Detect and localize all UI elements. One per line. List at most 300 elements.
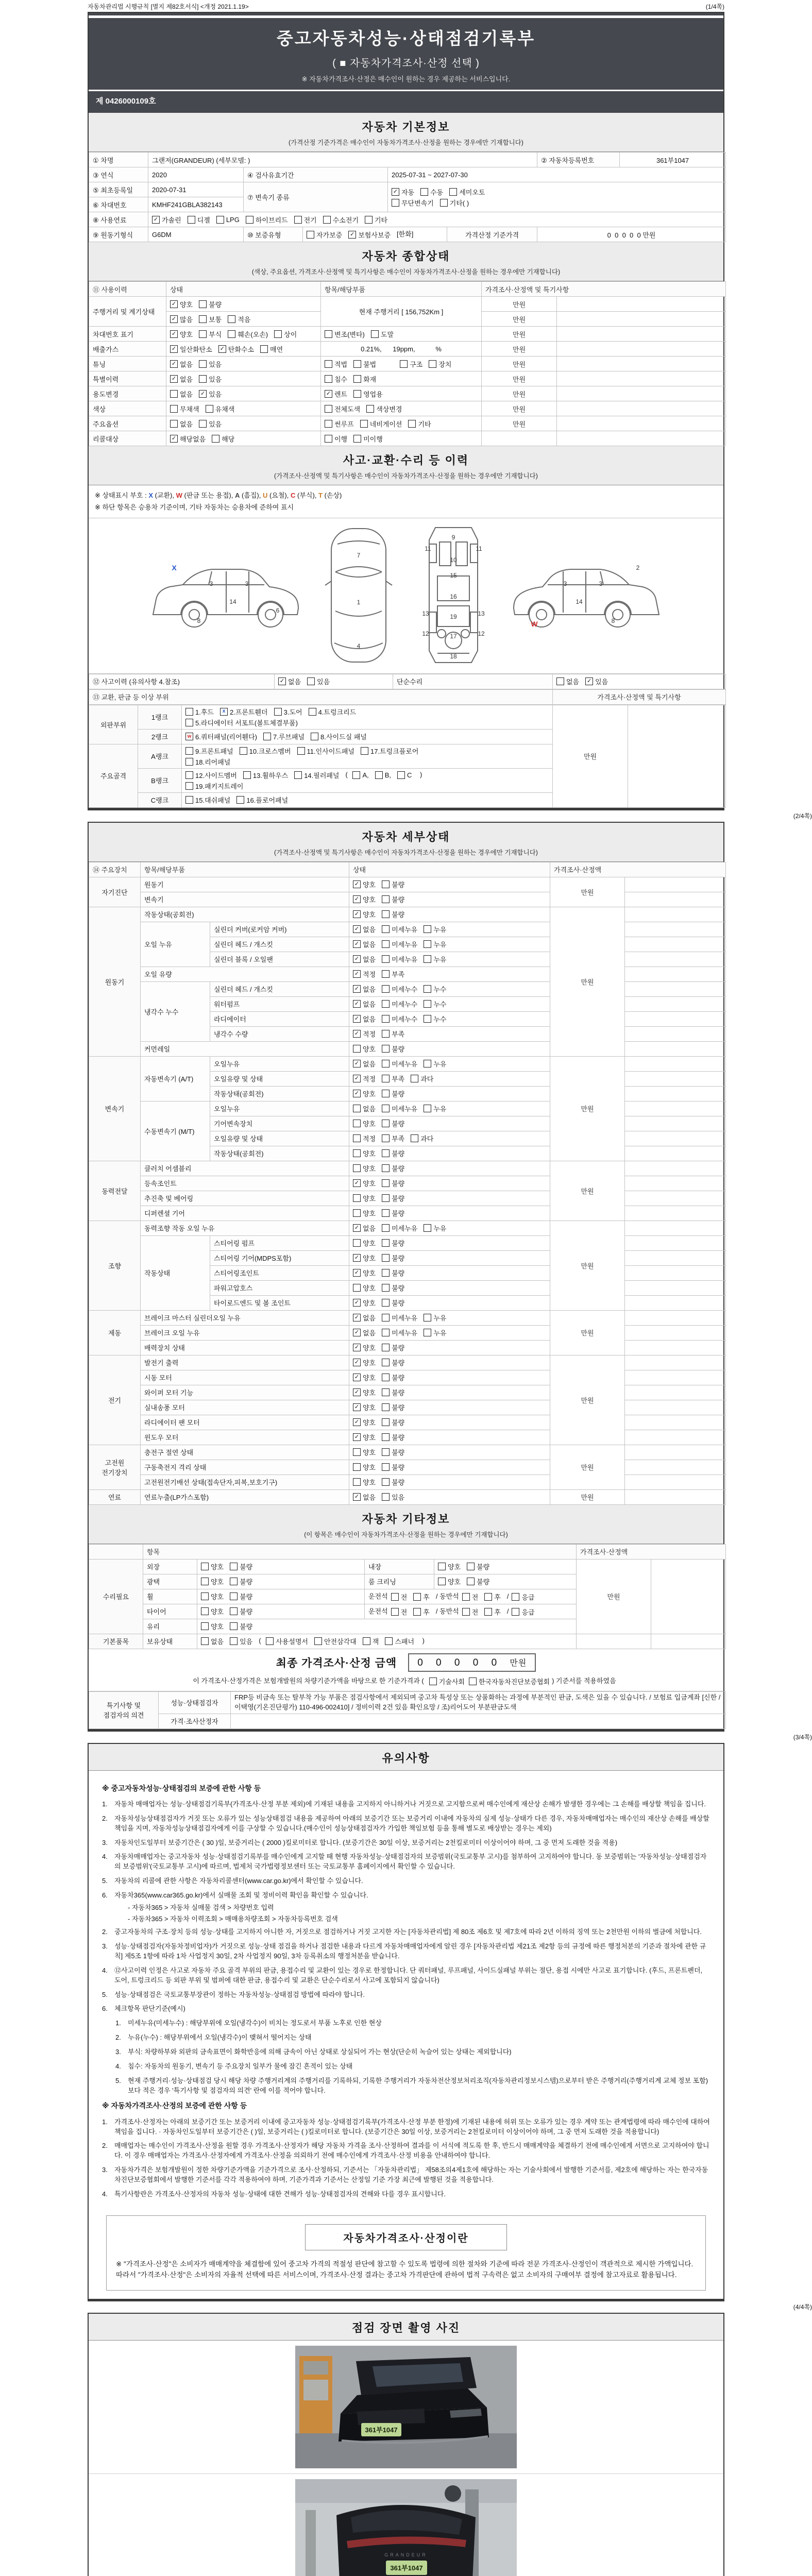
check-item [353, 1268, 376, 1278]
checkbox[interactable]: ✓ [353, 1090, 361, 1097]
checkbox-label: 3.도어 [283, 708, 302, 716]
checkbox-cell [275, 674, 393, 689]
checkbox[interactable]: ✓ [353, 1179, 361, 1187]
checkbox-label: 미세누유 [392, 926, 418, 934]
checkbox[interactable] [429, 1677, 437, 1685]
checkbox[interactable] [185, 758, 193, 766]
checkbox-label: 자가보증 [316, 231, 343, 240]
checkbox-label: 유채색 [215, 405, 235, 413]
checkbox[interactable] [382, 1269, 390, 1277]
checkbox[interactable] [382, 1045, 390, 1053]
checkbox[interactable] [424, 1015, 431, 1023]
checkbox[interactable] [382, 1134, 390, 1142]
checkbox[interactable] [185, 796, 193, 804]
check-item [228, 314, 250, 324]
checkbox[interactable]: ✓ [353, 1329, 361, 1336]
checkbox[interactable] [274, 708, 282, 716]
check-item [363, 1636, 379, 1646]
checkbox[interactable] [382, 1209, 390, 1217]
checkbox[interactable]: ✓ [353, 1269, 361, 1277]
notice-item-text: 누유(누수) : 해당부위에서 오일(냉각수)이 맺혀서 떨어지는 상태 [128, 2033, 312, 2042]
checkbox[interactable] [484, 1608, 492, 1616]
checkbox[interactable]: ✓ [353, 895, 361, 903]
checkbox[interactable] [240, 747, 247, 755]
checkbox[interactable] [185, 719, 193, 726]
checkbox[interactable] [467, 1578, 475, 1585]
checkbox[interactable] [382, 1090, 390, 1097]
checkbox[interactable] [199, 330, 207, 338]
checkbox[interactable] [382, 1448, 390, 1456]
table-row [89, 386, 726, 401]
checkbox-label: 양호 [211, 1578, 224, 1586]
checkbox[interactable] [438, 1578, 446, 1585]
checkbox[interactable] [199, 360, 207, 368]
checkbox-label: 불량 [392, 911, 405, 919]
checkbox[interactable] [382, 1418, 390, 1426]
cell [625, 1026, 726, 1041]
checkbox[interactable]: ✓ [353, 1374, 361, 1381]
checkbox[interactable] [382, 910, 390, 918]
checkbox[interactable] [429, 360, 436, 368]
checkbox[interactable]: ✓ [218, 345, 226, 353]
checkbox[interactable] [353, 1448, 361, 1456]
checkbox[interactable] [199, 300, 207, 308]
checkbox[interactable] [353, 1239, 361, 1247]
cell [625, 1385, 726, 1400]
checkbox[interactable] [382, 1254, 390, 1262]
check-item [218, 344, 254, 354]
checkbox[interactable] [382, 1463, 390, 1471]
checkbox[interactable] [420, 188, 428, 196]
checkbox[interactable] [467, 1563, 475, 1570]
checkbox[interactable]: x [220, 708, 228, 716]
checkbox[interactable] [353, 375, 361, 383]
checkbox[interactable] [230, 1622, 238, 1630]
checkbox[interactable]: ✓ [353, 985, 361, 993]
check-item [199, 419, 222, 429]
checkbox[interactable] [199, 420, 207, 428]
checkbox[interactable] [188, 216, 195, 224]
checkbox[interactable] [201, 1607, 209, 1615]
checkbox[interactable] [424, 955, 431, 963]
checkbox[interactable]: ✓ [353, 1493, 361, 1501]
checkbox[interactable]: ✓ [353, 1060, 361, 1067]
checkbox[interactable] [462, 1593, 470, 1601]
check-item [462, 1592, 479, 1602]
checkbox-label: 있음 [392, 1494, 405, 1502]
checkbox[interactable] [440, 199, 448, 207]
checkbox[interactable] [382, 940, 390, 948]
checkbox[interactable]: ✓ [585, 677, 593, 685]
checkbox[interactable] [411, 1134, 418, 1142]
checkbox[interactable] [424, 1105, 431, 1112]
text: 운전석 [368, 1592, 388, 1600]
checkbox[interactable] [382, 1493, 390, 1501]
checkbox[interactable] [424, 1060, 431, 1067]
checkbox[interactable]: ✓ [353, 1000, 361, 1008]
checkbox[interactable] [382, 880, 390, 888]
cell [625, 1445, 726, 1460]
checkbox[interactable]: ✓ [170, 315, 178, 323]
check-item [585, 676, 608, 686]
check-item [382, 1208, 404, 1218]
checkbox[interactable] [353, 1463, 361, 1471]
checkbox[interactable]: ✓ [170, 300, 178, 308]
checkbox[interactable] [361, 747, 368, 755]
checkbox[interactable] [297, 747, 305, 755]
checkbox[interactable] [382, 895, 390, 903]
checkbox[interactable]: ✓ [170, 345, 178, 353]
checkbox[interactable] [382, 985, 390, 993]
checkbox[interactable] [382, 1374, 390, 1381]
cell: 그랜저(GRANDEUR) (세부모델: ) [148, 152, 537, 167]
checkbox[interactable] [307, 677, 315, 685]
checkbox[interactable] [307, 231, 314, 239]
checkbox[interactable]: ✓ [170, 330, 178, 338]
checkbox[interactable] [228, 315, 235, 323]
checkbox-cell [321, 357, 482, 371]
cell [625, 1310, 726, 1325]
checkbox-cell [349, 1265, 550, 1280]
checkbox[interactable] [484, 1593, 492, 1601]
cell: KMHF241GBLA382143 [148, 197, 244, 212]
checkbox[interactable] [424, 940, 431, 948]
checkbox[interactable] [382, 955, 390, 963]
checkbox[interactable] [353, 390, 361, 398]
check-item [266, 1636, 308, 1646]
checkbox[interactable] [212, 435, 219, 443]
checkbox[interactable] [201, 1622, 209, 1630]
check-item [429, 1676, 465, 1686]
checkbox[interactable] [382, 1164, 390, 1172]
checkbox[interactable] [353, 1120, 361, 1127]
checkbox[interactable] [469, 1677, 477, 1685]
checkbox[interactable]: ✓ [353, 1254, 361, 1262]
checkbox[interactable] [230, 1563, 238, 1570]
text: ) [418, 770, 422, 778]
checkbox[interactable]: ✓ [353, 925, 361, 933]
checkbox[interactable] [371, 330, 379, 338]
checkbox[interactable]: ✓ [353, 1418, 361, 1426]
checkbox[interactable] [353, 1149, 361, 1157]
checkbox[interactable]: ✓ [353, 910, 361, 918]
checkbox[interactable] [352, 771, 360, 779]
checkbox[interactable] [199, 315, 207, 323]
checkbox-label: 미세누유 [392, 1105, 418, 1113]
checkbox[interactable] [170, 420, 178, 428]
overall-state-table [89, 281, 723, 446]
checkbox[interactable] [353, 435, 361, 443]
checkbox-label: 없음 [363, 956, 376, 964]
checkbox[interactable] [382, 925, 390, 933]
inspection-photo-rear [89, 2474, 723, 2576]
check-item [353, 1358, 376, 1367]
check-item [170, 344, 212, 354]
panel-number: 19 [450, 613, 457, 620]
notice-item-text: 성능·상태점검자(자동차정비업자)가 거짓으로 성능·상태 점검을 하거나 점검한 내용과 다르게 자동차매매업자에게 알린 경우 [자동차관리법 제21조 제2항 등의 규정에 따른 행정처분의 기준과 절차에 관한 규칙] 제5조 1항에 따라 1차 사업정지 30일, 2차 사업정지 90일, 3차 등록취소의 행정처분을 받습니다. [114, 1942, 706, 1960]
checkbox[interactable] [391, 1593, 399, 1601]
checkbox-cell [349, 1116, 550, 1131]
checkbox[interactable] [309, 708, 316, 716]
checkbox[interactable]: ✓ [353, 1359, 361, 1366]
checkbox[interactable]: ✓ [152, 216, 160, 224]
checkbox[interactable]: ✓ [353, 1015, 361, 1023]
checkbox[interactable] [366, 405, 374, 413]
checkbox-cell [349, 1071, 550, 1086]
checkbox[interactable] [424, 925, 431, 933]
check-item [199, 299, 222, 309]
checkbox[interactable] [382, 1299, 390, 1307]
checkbox[interactable] [266, 1637, 274, 1645]
checkbox[interactable] [294, 771, 302, 779]
checkbox[interactable] [294, 216, 302, 224]
checkbox[interactable] [382, 1105, 390, 1112]
checkbox[interactable]: ✓ [348, 231, 356, 239]
checkbox[interactable] [382, 1120, 390, 1127]
checkbox[interactable]: ✓ [353, 1030, 361, 1038]
checkbox[interactable] [185, 708, 193, 716]
checkbox[interactable]: ✓ [353, 880, 361, 888]
checkbox[interactable]: ✓ [353, 1403, 361, 1411]
checkbox[interactable]: ✓ [353, 970, 361, 978]
page-block-1 [88, 12, 724, 810]
checkbox[interactable] [413, 1608, 421, 1616]
checkbox-cell [349, 1011, 550, 1026]
checkbox-label: 양호 [363, 1284, 376, 1293]
checkbox[interactable] [325, 405, 332, 413]
check-item [424, 1104, 446, 1113]
legend-text: (부식), [295, 492, 319, 499]
checkbox[interactable] [230, 1607, 238, 1615]
checkbox[interactable] [228, 330, 235, 338]
checkbox[interactable]: ✓ [170, 360, 178, 368]
cell [625, 1235, 726, 1250]
checkbox[interactable] [201, 1592, 209, 1600]
checkbox[interactable] [391, 1608, 399, 1616]
checkbox[interactable] [185, 747, 193, 755]
checkbox[interactable] [260, 345, 268, 353]
checkbox[interactable] [382, 1388, 390, 1396]
checkbox[interactable] [382, 1075, 390, 1082]
checkbox[interactable] [408, 420, 416, 428]
checkbox-label: 없음 [180, 390, 193, 398]
checkbox[interactable] [201, 1578, 209, 1585]
checkbox[interactable] [353, 1284, 361, 1292]
checkbox[interactable] [325, 330, 332, 338]
checkbox[interactable] [325, 435, 332, 443]
rank-table [89, 705, 723, 808]
check-item [420, 187, 443, 197]
checkbox[interactable]: ✓ [170, 375, 178, 383]
checkbox[interactable]: ✓ [353, 1388, 361, 1396]
checkbox[interactable] [413, 1593, 421, 1601]
check-item [353, 1462, 376, 1472]
checkbox[interactable]: ✓ [392, 188, 399, 196]
panel-number: 14 [576, 598, 583, 606]
checkbox[interactable] [424, 1329, 431, 1336]
checkbox[interactable] [243, 771, 251, 779]
checkbox[interactable] [385, 1637, 393, 1645]
checkbox-label: 적정 [363, 1030, 376, 1039]
check-item [353, 1402, 376, 1412]
text: 이 가격조사·산정가격은 보험개발원의 차량기준가액을 바탕으로 한 기준가격과 ( [193, 1676, 424, 1685]
checkbox[interactable] [263, 733, 271, 740]
cell [557, 342, 726, 357]
checkbox[interactable]: ✓ [325, 390, 332, 398]
checkbox[interactable] [325, 420, 332, 428]
checkbox-label: 있음 [209, 375, 222, 383]
checkbox[interactable] [236, 796, 244, 804]
checkbox[interactable]: ✓ [278, 677, 286, 685]
check-item [199, 359, 222, 369]
checkbox[interactable] [230, 1592, 238, 1600]
checkbox[interactable] [353, 1194, 361, 1202]
check-item [424, 939, 446, 949]
checkbox[interactable] [353, 1478, 361, 1486]
checkbox[interactable]: ✓ [353, 1224, 361, 1232]
checkbox-label: 양호 [363, 1434, 376, 1442]
checkbox[interactable] [185, 771, 193, 779]
checkbox[interactable] [382, 1015, 390, 1023]
checkbox[interactable]: w [185, 733, 193, 740]
check-item [408, 419, 431, 429]
checkbox[interactable] [382, 1344, 390, 1351]
checkbox[interactable] [353, 360, 361, 368]
checkbox[interactable] [382, 1478, 390, 1486]
cell [89, 1544, 143, 1559]
check-item [382, 909, 404, 919]
checkbox[interactable] [382, 1179, 390, 1187]
checkbox-label: 불량 [477, 1563, 490, 1571]
checkbox[interactable] [382, 1314, 390, 1321]
text: ) [420, 1637, 425, 1645]
checkbox[interactable] [424, 1314, 431, 1321]
checkbox[interactable] [400, 360, 408, 368]
checkbox[interactable] [512, 1593, 519, 1601]
checkbox[interactable]: ✓ [353, 1314, 361, 1321]
checkbox[interactable] [382, 1060, 390, 1067]
cell [625, 967, 726, 981]
cell: 브레이크 마스터 실린더오일 누유 [141, 1310, 349, 1325]
checkbox[interactable] [424, 1000, 431, 1008]
checkbox[interactable] [353, 1209, 361, 1217]
checkbox[interactable] [424, 985, 431, 993]
check-item [243, 770, 288, 780]
checkbox[interactable] [170, 405, 178, 413]
checkbox[interactable] [382, 1284, 390, 1292]
cell [557, 297, 726, 312]
cell [625, 1161, 726, 1176]
cell: 만원 [550, 1161, 625, 1221]
checkbox-cell [349, 1131, 550, 1146]
checkbox[interactable]: ✓ [199, 390, 207, 398]
checkbox[interactable] [230, 1578, 238, 1585]
checkbox[interactable] [201, 1563, 209, 1570]
checkbox[interactable] [382, 970, 390, 978]
checkbox[interactable]: ✓ [170, 435, 178, 443]
checkbox[interactable] [424, 1224, 431, 1232]
checkbox[interactable] [363, 1637, 370, 1645]
cell: 성능·상태점검자 [159, 1691, 231, 1714]
check-item [353, 1313, 376, 1323]
notice-item-text: 자동차의 리콜에 관한 사항은 자동차리콜센터(www.car.go.kr)에서 확인할 수 있습니다. [114, 1877, 363, 1885]
check-item [230, 1636, 252, 1646]
table-row [89, 922, 726, 937]
checkbox[interactable] [206, 405, 213, 413]
check-item [260, 344, 283, 354]
checkbox-label: 적정 [363, 971, 376, 979]
checkbox[interactable] [230, 1637, 238, 1645]
checkbox[interactable]: ✓ [353, 1075, 361, 1082]
check-item [353, 1133, 376, 1143]
checkbox[interactable] [170, 390, 178, 398]
checkbox[interactable] [438, 1563, 446, 1570]
checkbox[interactable] [556, 677, 564, 685]
checkbox[interactable] [360, 420, 368, 428]
checkbox[interactable] [382, 1239, 390, 1247]
checkbox[interactable] [216, 216, 224, 224]
checkbox[interactable] [392, 199, 399, 207]
checkbox[interactable] [382, 1359, 390, 1366]
checkbox[interactable] [382, 1194, 390, 1202]
cell: 항목/해당부품 [141, 862, 349, 877]
notice-item [102, 1891, 710, 1901]
checkbox[interactable] [325, 360, 332, 368]
checkbox[interactable] [323, 216, 331, 224]
checkbox[interactable]: ✓ [353, 1344, 361, 1351]
check-item [467, 1562, 489, 1571]
checkbox[interactable] [512, 1608, 519, 1616]
checkbox[interactable] [353, 1045, 361, 1053]
checkbox-label: 불량 [240, 1563, 253, 1571]
checkbox[interactable] [382, 1433, 390, 1441]
checkbox[interactable] [382, 1403, 390, 1411]
checkbox[interactable] [311, 733, 318, 740]
checkbox[interactable] [382, 1224, 390, 1232]
check-item [325, 374, 347, 384]
checkbox[interactable] [246, 216, 253, 224]
check-item [185, 770, 237, 780]
checkbox[interactable] [365, 216, 373, 224]
checkbox[interactable] [185, 782, 193, 790]
checkbox[interactable] [382, 1149, 390, 1157]
checkbox[interactable] [201, 1637, 209, 1645]
cell: 상태 [166, 282, 321, 297]
table-row [89, 212, 726, 227]
checkbox[interactable] [353, 1134, 361, 1142]
checkbox[interactable] [325, 375, 332, 383]
checkbox[interactable]: ✓ [353, 955, 361, 963]
checkbox[interactable] [411, 1075, 418, 1082]
checkbox[interactable]: ✓ [353, 1433, 361, 1441]
checkbox[interactable] [382, 1000, 390, 1008]
checkbox[interactable] [397, 771, 405, 779]
checkbox[interactable] [353, 1164, 361, 1172]
checkbox[interactable] [375, 771, 383, 779]
checkbox[interactable]: ✓ [353, 940, 361, 948]
checkbox[interactable] [462, 1608, 470, 1616]
checkbox[interactable] [382, 1030, 390, 1038]
checkbox[interactable] [274, 330, 282, 338]
checkbox[interactable]: ✓ [353, 1299, 361, 1307]
checkbox[interactable] [353, 1105, 361, 1112]
checkbox[interactable] [382, 1329, 390, 1336]
checkbox[interactable] [199, 375, 207, 383]
checkbox[interactable] [449, 188, 457, 196]
notice-item-text: 성능·상태점검은 국토교통부장관이 정하는 자동차성능·상태점검 방법에 따라야 합니다. [114, 1990, 365, 1998]
check-item [201, 1606, 224, 1616]
checkbox[interactable] [314, 1637, 322, 1645]
